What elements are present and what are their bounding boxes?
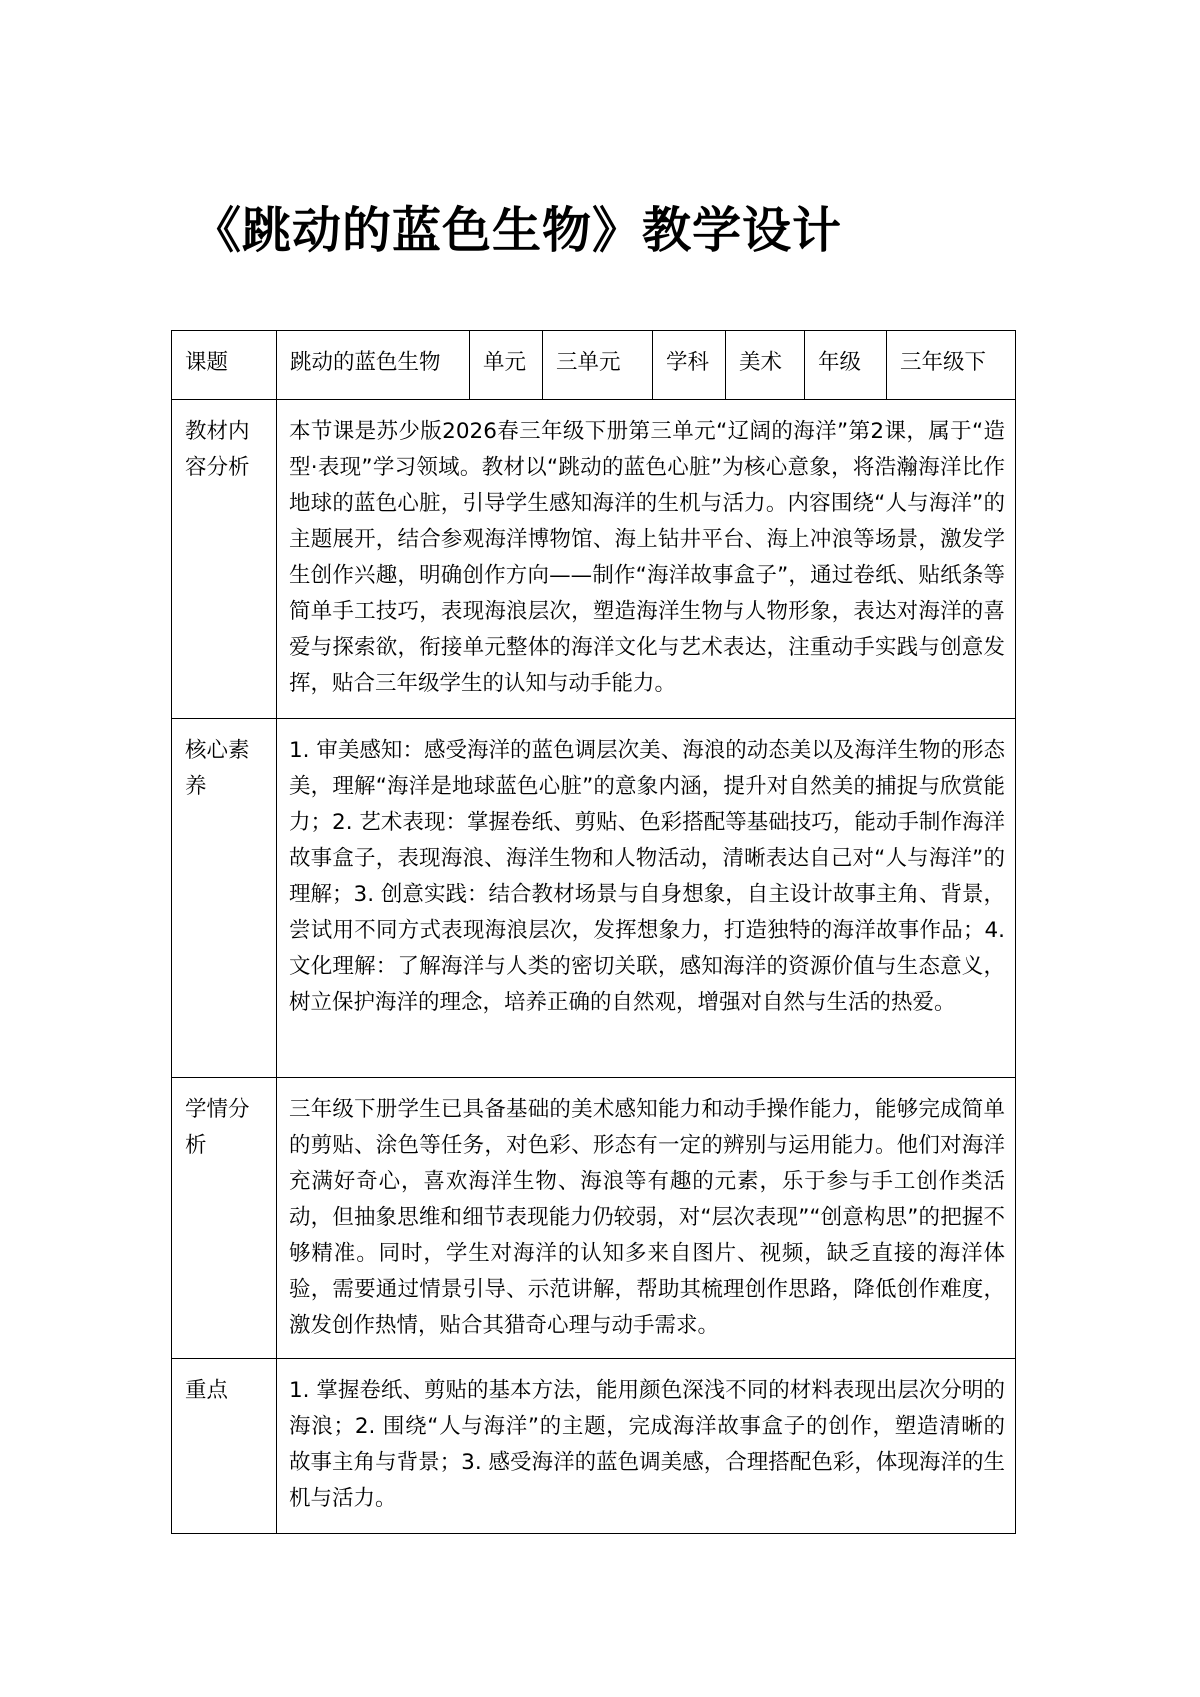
key-points-content: 1. 掌握卷纸、剪贴的基本方法，能用颜色深浅不同的材料表现出层次分明的海浪；2. 围绕“人与海洋”的主题，完成海洋故事盒子的创作，塑造清晰的故事主角与背景；3. 感受海洋的蓝色调美感，合理搭配色彩，体现海洋的生机与活力。 [277, 1359, 1016, 1534]
key-points-row [172, 1359, 1016, 1534]
core-literacy-label: 核心素养 [172, 719, 277, 1078]
subject-label: 学科 [653, 331, 726, 400]
key-points-label: 重点 [172, 1359, 277, 1534]
grade-label: 年级 [805, 331, 887, 400]
topic-value: 跳动的蓝色生物 [277, 331, 470, 400]
lesson-plan-table [171, 330, 1016, 1534]
core-literacy-row [172, 719, 1016, 1078]
core-literacy-content: 1. 审美感知：感受海洋的蓝色调层次美、海浪的动态美以及海洋生物的形态美，理解“海洋是地球蓝色心脏”的意象内涵，提升对自然美的捕捉与欣赏能力；2. 艺术表现：掌握卷纸、剪贴、色彩搭配等基础技巧，能动手制作海洋故事盒子，表现海浪、海洋生物和人物活动，清晰表达自己对“人与海洋”的理解；3. 创意实践：结合教材场景与自身想象，自主设计故事主角、背景，尝试用不同方式表现海浪层次，发挥想象力，打造独特的海洋故事作品；4. 文化理解：了解海洋与人类的密切关联，感知海洋的资源价值与生态意义，树立保护海洋的理念，培养正确的自然观，增强对自然与生活的热爱。 [277, 719, 1016, 1078]
topic-label: 课题 [172, 331, 277, 400]
textbook-analysis-content: 本节课是苏少版2026春三年级下册第三单元“辽阔的海洋”第2课，属于“造型·表现”学习领域。教材以“跳动的蓝色心脏”为核心意象，将浩瀚海洋比作地球的蓝色心脏，引导学生感知海洋的生机与活力。内容围绕“人与海洋”的主题展开，结合参观海洋博物馆、海上钻井平台、海上冲浪等场景，激发学生创作兴趣，明确创作方向——制作“海洋故事盒子”，通过卷纸、贴纸条等简单手工技巧，表现海浪层次，塑造海洋生物与人物形象，表达对海洋的喜爱与探索欲，衔接单元整体的海洋文化与艺术表达，注重动手实践与创意发挥，贴合三年级学生的认知与动手能力。 [277, 400, 1016, 719]
subject-value: 美术 [726, 331, 805, 400]
textbook-analysis-label: 教材内容分析 [172, 400, 277, 719]
grade-value: 三年级下 [887, 331, 1016, 400]
unit-label: 单元 [470, 331, 543, 400]
unit-value: 三单元 [543, 331, 653, 400]
student-analysis-label: 学情分析 [172, 1078, 277, 1359]
student-analysis-row [172, 1078, 1016, 1359]
textbook-analysis-row [172, 400, 1016, 719]
student-analysis-content: 三年级下册学生已具备基础的美术感知能力和动手操作能力，能够完成简单的剪贴、涂色等任务，对色彩、形态有一定的辨别与运用能力。他们对海洋充满好奇心，喜欢海洋生物、海浪等有趣的元素，乐于参与手工创作类活动，但抽象思维和细节表现能力仍较弱，对“层次表现”“创意构思”的把握不够精准。同时，学生对海洋的认知多来自图片、视频，缺乏直接的海洋体验，需要通过情景引导、示范讲解，帮助其梳理创作思路，降低创作难度，激发创作热情，贴合其猎奇心理与动手需求。 [277, 1078, 1016, 1359]
basic-info-row [172, 331, 1016, 400]
document-title: 《跳动的蓝色生物》教学设计 [192, 202, 843, 259]
